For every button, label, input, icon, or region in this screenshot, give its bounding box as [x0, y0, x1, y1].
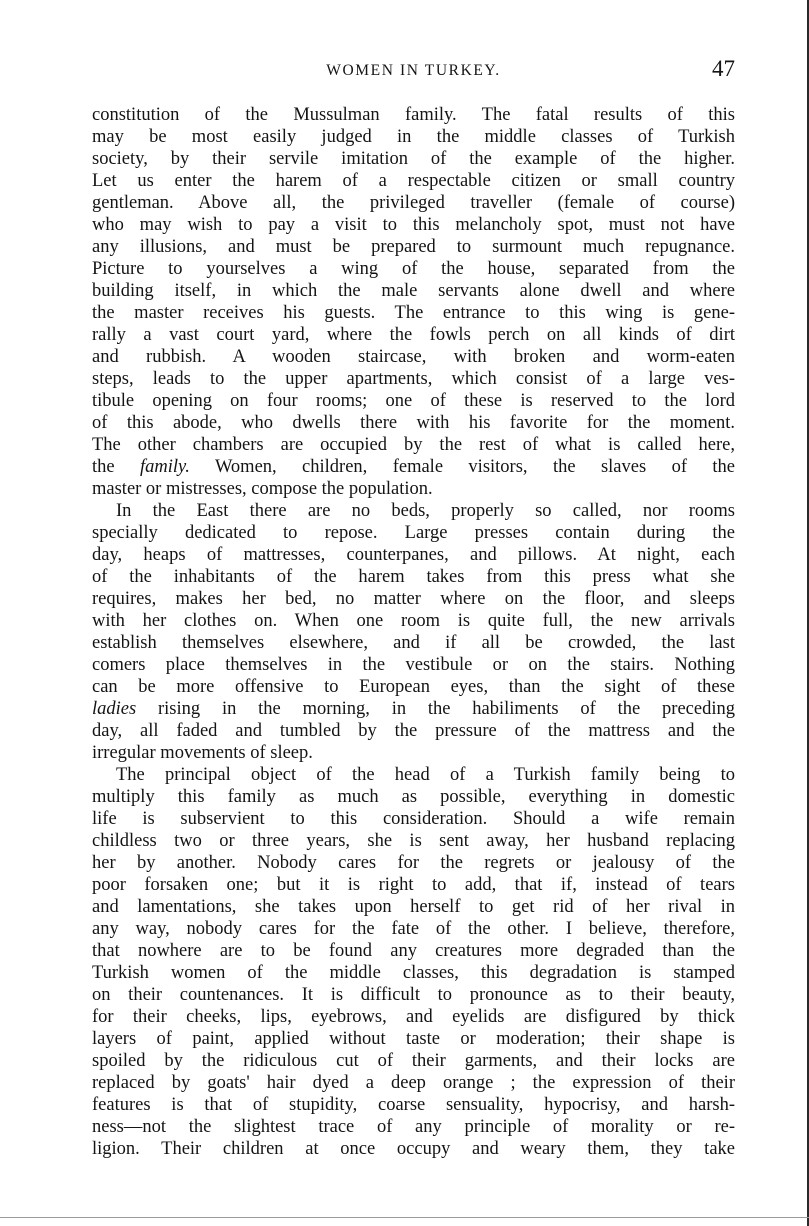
text-line: of the inhabitants of the harem takes from this press what she	[92, 567, 735, 587]
text-line: The other chambers are occupied by the rest of what is called here,	[92, 435, 735, 455]
body-text	[92, 104, 735, 1160]
running-title: WOMEN IN TURKEY.	[326, 62, 501, 79]
text-line: rally a vast court yard, where the fowls perch on all kinds of dirt	[92, 325, 735, 345]
text-line: tibule opening on four rooms; one of these is reserved to the lord	[92, 391, 735, 411]
text-line: specially dedicated to repose. Large presses contain during the	[92, 523, 735, 543]
text-line: constitution of the Mussulman family. The fatal results of this	[92, 105, 735, 125]
text-line: for their cheeks, lips, eyebrows, and eyelids are disfigured by thick	[92, 1007, 735, 1027]
text-line: can be more offensive to European eyes, than the sight of these	[92, 677, 735, 697]
text-line: with her clothes on. When one room is quite full, the new arrivals	[92, 611, 735, 631]
page-number: 47	[712, 56, 735, 81]
text-line: on their countenances. It is difficult to pronounce as to their beauty,	[92, 985, 735, 1005]
text-line: Let us enter the harem of a respectable citizen or small country	[92, 171, 735, 191]
text-line: society, by their servile imitation of the example of the higher.	[92, 149, 735, 169]
text-line: that nowhere are to be found any creatures more degraded than the	[92, 941, 735, 961]
text-line: ligion. Their children at once occupy and weary them, they take	[92, 1139, 735, 1159]
running-head	[92, 58, 735, 86]
text-line: Picture to yourselves a wing of the house, separated from the	[92, 259, 735, 279]
text-line: day, all faded and tumbled by the pressure of the mattress and the	[92, 721, 735, 741]
text-line: Turkish women of the middle classes, this degradation is stamped	[92, 963, 735, 983]
text-line: steps, leads to the upper apartments, which consist of a large ves-	[92, 369, 735, 389]
text-line: comers place themselves in the vestibule or on the stairs. Nothing	[92, 655, 735, 675]
text-line: gentleman. Above all, the privileged traveller (female of course)	[92, 193, 735, 213]
text-line: master or mistresses, compose the population.	[92, 479, 433, 499]
text-line: ladies rising in the morning, in the habiliments of the preceding	[92, 699, 735, 719]
text-line: establish themselves elsewhere, and if all be crowded, the last	[92, 633, 735, 653]
text-line: the master receives his guests. The entrance to this wing is gene-	[92, 303, 735, 323]
italic-word: ladies	[92, 699, 137, 719]
text-line: replaced by goats' hair dyed a deep orange ; the expression of their	[92, 1073, 735, 1093]
text-line: life is subservient to this consideration. Should a wife remain	[92, 809, 735, 829]
text-line: day, heaps of mattresses, counterpanes, and pillows. At night, each	[92, 545, 735, 565]
text-line: and rubbish. A wooden staircase, with broken and worm-eaten	[92, 347, 735, 367]
text-line: layers of paint, applied without taste or moderation; their shape is	[92, 1029, 735, 1049]
text-line: multiply this family as much as possible, everything in domestic	[92, 787, 735, 807]
italic-word: family.	[140, 457, 190, 477]
text-line: who may wish to pay a visit to this melancholy spot, must not have	[92, 215, 735, 235]
text-line: may be most easily judged in the middle classes of Turkish	[92, 127, 735, 147]
page-bottom-rule	[0, 1217, 809, 1218]
text-line: The principal object of the head of a Turkish family being to	[116, 765, 735, 785]
text-line: childless two or three years, she is sent away, her husband replacing	[92, 831, 735, 851]
text-line: features is that of stupidity, coarse sensuality, hypocrisy, and harsh-	[92, 1095, 735, 1115]
text-line: the family. Women, children, female visitors, the slaves of the	[92, 457, 735, 477]
text-line: her by another. Nobody cares for the regrets or jealousy of the	[92, 853, 735, 873]
text-line: In the East there are no beds, properly so called, nor rooms	[116, 501, 735, 521]
text-line: and lamentations, she takes upon herself to get rid of her rival in	[92, 897, 735, 917]
text-line: any illusions, and must be prepared to surmount much repugnance.	[92, 237, 735, 257]
text-line: ness—not the slightest trace of any principle of morality or re-	[92, 1117, 735, 1137]
text-line: building itself, in which the male servants alone dwell and where	[92, 281, 735, 301]
text-line: irregular movements of sleep.	[92, 743, 313, 763]
text-line: spoiled by the ridiculous cut of their garments, and their locks are	[92, 1051, 735, 1071]
text-line: requires, makes her bed, no matter where on the floor, and sleeps	[92, 589, 735, 609]
text-line: any way, nobody cares for the fate of the other. I believe, therefore,	[92, 919, 735, 939]
text-line: of this abode, who dwells there with his favorite for the moment.	[92, 413, 735, 433]
text-line: poor forsaken one; but it is right to add, that if, instead of tears	[92, 875, 735, 895]
